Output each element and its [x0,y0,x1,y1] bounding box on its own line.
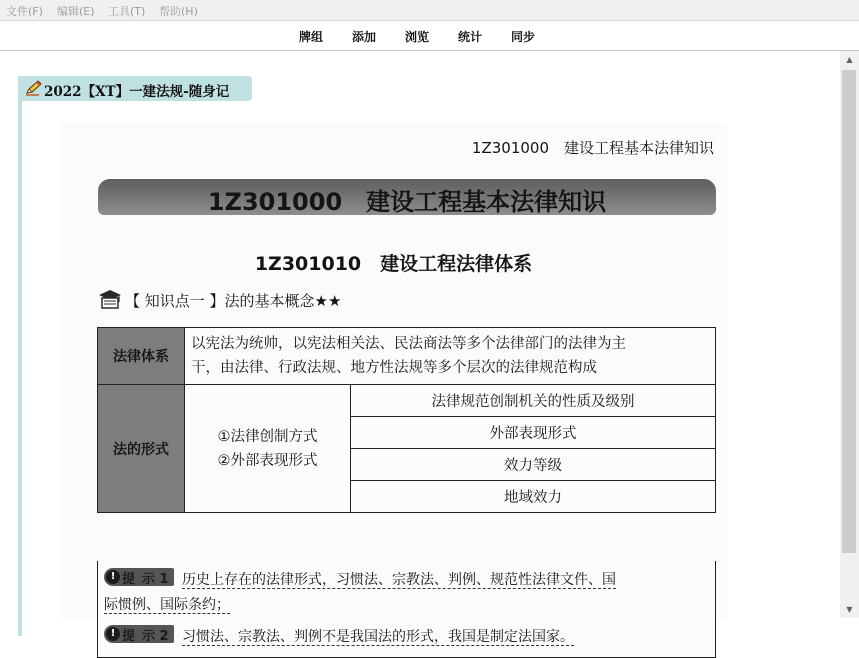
legal-system-cell [185,328,716,385]
scanned-page [60,123,727,645]
tip-1-line2: 际惯例、国际条约； [104,597,230,613]
tip-badge-1: ! 提 示 1 [104,568,174,586]
scroll-down-arrow-icon[interactable]: ▼ [846,605,853,614]
toolbar-browse[interactable]: 浏览 [405,30,430,44]
table-cell: 效力等级 [351,449,716,481]
exclamation-icon: ! [106,570,120,584]
table-cell: 外部表现形式 [351,417,716,449]
legal-system-line2: 干，由法律、行政法规、地方性法规等多个层次的法律规范构成 [191,360,597,376]
main-toolbar [0,20,859,51]
menu-help[interactable]: 帮助(H) [159,5,198,18]
card-title: 2022【XT】一建法规-随身记 [44,84,230,100]
vertical-scrollbar[interactable] [840,51,859,618]
tip-2-line1: 习惯法、宗教法、判例不是我国法的形式，我国是制定法国家。 [182,629,574,645]
knowledge-point-text: 【 知识点一 】法的基本概念★★ [125,292,342,310]
table-cell: 地域效力 [351,481,716,513]
table-cell: 法律规范创制机关的性质及级别 [351,385,716,417]
legal-form-method2: ②外部表现形式 [217,452,318,469]
toolbar-sync[interactable]: 同步 [511,30,536,44]
pencil-icon [25,80,43,100]
toolbar-decks[interactable]: 牌组 [299,30,324,44]
toolbar-stats[interactable]: 统计 [458,30,483,44]
chapter-banner [98,179,716,215]
card-title-tab [18,76,252,101]
exclamation-icon: ! [106,627,120,641]
legal-form-method1: ①法律创制方式 [217,428,318,445]
tips-box [97,561,716,658]
tip-1-line1: 历史上存在的法律形式，习惯法、宗教法、判例、规范性法律文件、国 [182,572,616,588]
menu-file[interactable]: 文件(F) [6,5,43,18]
running-header: 1Z301000 建设工程基本法律知识 [471,139,714,157]
toolbar-add[interactable]: 添加 [352,30,377,44]
section-title: 1Z301010 建设工程法律体系 [254,253,533,275]
chapter-title: 1Z301000 建设工程基本法律知识 [207,188,607,216]
table-head-legal-system: 法律体系 [98,328,185,385]
tip-badge-2: ! 提 示 2 [104,625,174,643]
legal-form-methods [185,385,351,513]
graduation-cap-icon [98,289,122,313]
legal-system-line1: 以宪法为统帅，以宪法相关法、民法商法等多个法律部门的法律为主 [191,336,626,352]
scroll-up-arrow-icon[interactable]: ▲ [846,55,853,64]
menu-bar [0,0,859,20]
knowledge-point-heading [98,289,341,313]
law-table [97,327,716,513]
menu-tools[interactable]: 工具(T) [108,5,146,18]
menu-edit[interactable]: 编辑(E) [57,5,95,18]
card-view [0,51,840,645]
table-head-legal-form: 法的形式 [98,385,185,513]
scrollbar-thumb[interactable] [842,70,856,553]
